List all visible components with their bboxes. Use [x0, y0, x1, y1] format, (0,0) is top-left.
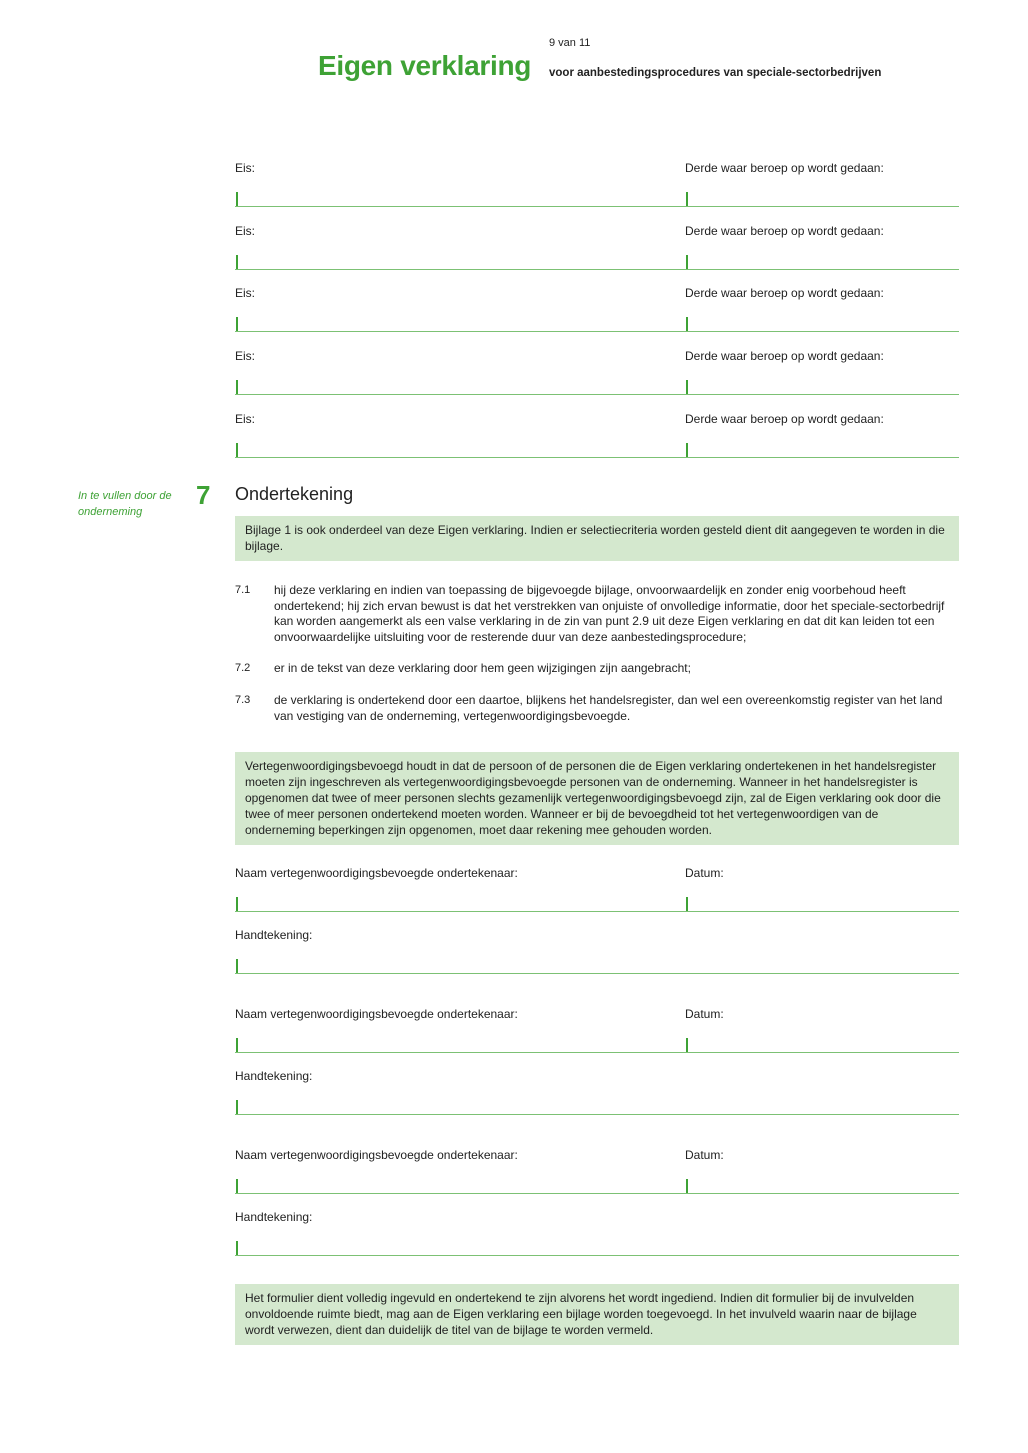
clause-text: hij deze verklaring en indien van toepassing de bijgevoegde bijlage, onvoorwaardelijk en zonder enig voorbehoud heeft ondertekend; hij zich ervan bewust is dat het verstrekken van onjuiste of onvolledige informatie, door het speciale-sectorbedrijf kan worden aangemerkt als een valse verklaring in de zin van punt 2.9 uit deze Eigen verklaring en dat dit kan leiden tot een onvoorwaardelijke uitsluiting voor de resterende duur van deze aanbestedingsprocedure;: [274, 583, 945, 644]
input-cursor: [686, 1038, 688, 1052]
third-party-label: Derde waar beroep op wordt gedaan:: [685, 412, 884, 426]
date-input[interactable]: [685, 911, 959, 912]
input-cursor: [236, 1100, 238, 1114]
third-party-label: Derde waar beroep op wordt gedaan:: [685, 224, 884, 238]
page-counter: 9 van 11: [549, 37, 591, 49]
closing-info-box: Het formulier dient volledig ingevuld en ondertekend te zijn alvorens het wordt ingediend. Indien dit formulier bij de invulvelden onvoldoende ruimte biedt, mag aan de Eigen verklaring een bijlage worden toegevoegd. In het invulveld waarin naar de bijlage wordt verwezen, dient dan duidelijk de titel van de bijlage te worden vermeld.: [235, 1284, 959, 1345]
input-cursor: [236, 1179, 238, 1193]
date-label: Datum:: [685, 1007, 724, 1021]
signatory-name-label: Naam vertegenwoordigingsbevoegde ondertekenaar:: [235, 1148, 518, 1162]
signature-input[interactable]: [235, 1114, 959, 1115]
input-cursor: [686, 897, 688, 911]
side-note: In te vullen door de onderneming: [78, 490, 172, 518]
input-cursor: [686, 255, 688, 269]
signatory-name-row: [235, 1007, 959, 1053]
signatory-name-input[interactable]: [235, 911, 685, 912]
signature-label: Handtekening:: [235, 1069, 313, 1083]
requirement-label: Eis:: [235, 286, 256, 300]
intro-info-box: Bijlage 1 is ook onderdeel van deze Eigen verklaring. Indien er selectiecriteria worden gesteld dient dit aangegeven te worden in die bijlage.: [235, 516, 959, 561]
requirement-input[interactable]: [235, 394, 685, 395]
input-cursor: [686, 317, 688, 331]
requirement-input[interactable]: [235, 206, 685, 207]
input-cursor: [686, 380, 688, 394]
signature-label: Handtekening:: [235, 928, 313, 942]
requirement-row: [235, 161, 959, 207]
input-cursor: [236, 1038, 238, 1052]
signatory-name-label: Naam vertegenwoordigingsbevoegde ondertekenaar:: [235, 866, 518, 880]
signature-input[interactable]: [235, 1255, 959, 1256]
clause-text: er in de tekst van deze verklaring door hem geen wijzigingen zijn aangebracht;: [274, 661, 691, 675]
third-party-label: Derde waar beroep op wordt gedaan:: [685, 286, 884, 300]
signature-label: Handtekening:: [235, 1210, 313, 1224]
third-party-input[interactable]: [685, 331, 959, 332]
third-party-input[interactable]: [685, 457, 959, 458]
requirement-label: Eis:: [235, 349, 256, 363]
input-cursor: [236, 255, 238, 269]
requirement-label: Eis:: [235, 412, 256, 426]
input-cursor: [236, 317, 238, 331]
third-party-input[interactable]: [685, 394, 959, 395]
requirement-row: [235, 286, 959, 332]
clause-number: 7.2: [235, 662, 251, 674]
clause-number: 7.3: [235, 694, 251, 706]
requirement-input[interactable]: [235, 269, 685, 270]
signatory-name-input[interactable]: [235, 1052, 685, 1053]
signature-input[interactable]: [235, 973, 959, 974]
authority-info-box: Vertegenwoordigingsbevoegd houdt in dat de persoon of de personen die de Eigen verklaring ondertekenen in het handelsregister moeten zijn ingeschreven als vertegenwoordigingsbevoegde personen van de onderneming. Wanneer in het handelsregister is opgenomen dat twee of meer personen slechts gezamenlijk vertegenwoordigingsbevoegd zijn, zal de Eigen verklaring ook door die twee of meer personen ondertekend moeten worden. Wanneer er bij de bevoegdheid tot het vertegenwoordigen van de onderneming beperkingen zijn opgenomen, moet daar rekening mee gehouden worden.: [235, 752, 959, 845]
third-party-label: Derde waar beroep op wordt gedaan:: [685, 161, 884, 175]
input-cursor: [236, 897, 238, 911]
document-subtitle: voor aanbestedingsprocedures van speciale-sectorbedrijven: [549, 67, 882, 79]
signature-row: [235, 1069, 959, 1115]
clause-number: 7.1: [235, 584, 251, 596]
input-cursor: [236, 443, 238, 457]
clause-item: [235, 693, 959, 724]
input-cursor: [236, 1241, 238, 1255]
input-cursor: [686, 192, 688, 206]
requirement-input[interactable]: [235, 331, 685, 332]
signatory-name-label: Naam vertegenwoordigingsbevoegde ondertekenaar:: [235, 1007, 518, 1021]
third-party-label: Derde waar beroep op wordt gedaan:: [685, 349, 884, 363]
requirement-row: [235, 224, 959, 270]
section-number: 7: [196, 480, 211, 510]
input-cursor: [686, 443, 688, 457]
date-label: Datum:: [685, 1148, 724, 1162]
input-cursor: [236, 959, 238, 973]
third-party-input[interactable]: [685, 269, 959, 270]
signatory-name-input[interactable]: [235, 1193, 685, 1194]
requirement-label: Eis:: [235, 161, 256, 175]
requirement-row: [235, 412, 959, 458]
requirement-label: Eis:: [235, 224, 256, 238]
requirement-row: [235, 349, 959, 395]
section-title: Ondertekening: [235, 484, 354, 504]
requirement-input[interactable]: [235, 457, 685, 458]
input-cursor: [236, 192, 238, 206]
date-input[interactable]: [685, 1052, 959, 1053]
input-cursor: [236, 380, 238, 394]
signature-row: [235, 928, 959, 974]
date-label: Datum:: [685, 866, 724, 880]
clause-item: [235, 661, 959, 677]
date-input[interactable]: [685, 1193, 959, 1194]
clause-text: de verklaring is ondertekend door een daartoe, blijkens het handelsregister, dan wel een overeenkomstig register van het land van vestiging van de onderneming, vertegenwoordigingsbevoegde.: [274, 693, 943, 723]
signature-row: [235, 1210, 959, 1256]
input-cursor: [686, 1179, 688, 1193]
clause-item: [235, 583, 959, 645]
signatory-name-row: [235, 1148, 959, 1194]
document-title: Eigen verklaring: [318, 50, 532, 81]
third-party-input[interactable]: [685, 206, 959, 207]
signatory-name-row: [235, 866, 959, 912]
